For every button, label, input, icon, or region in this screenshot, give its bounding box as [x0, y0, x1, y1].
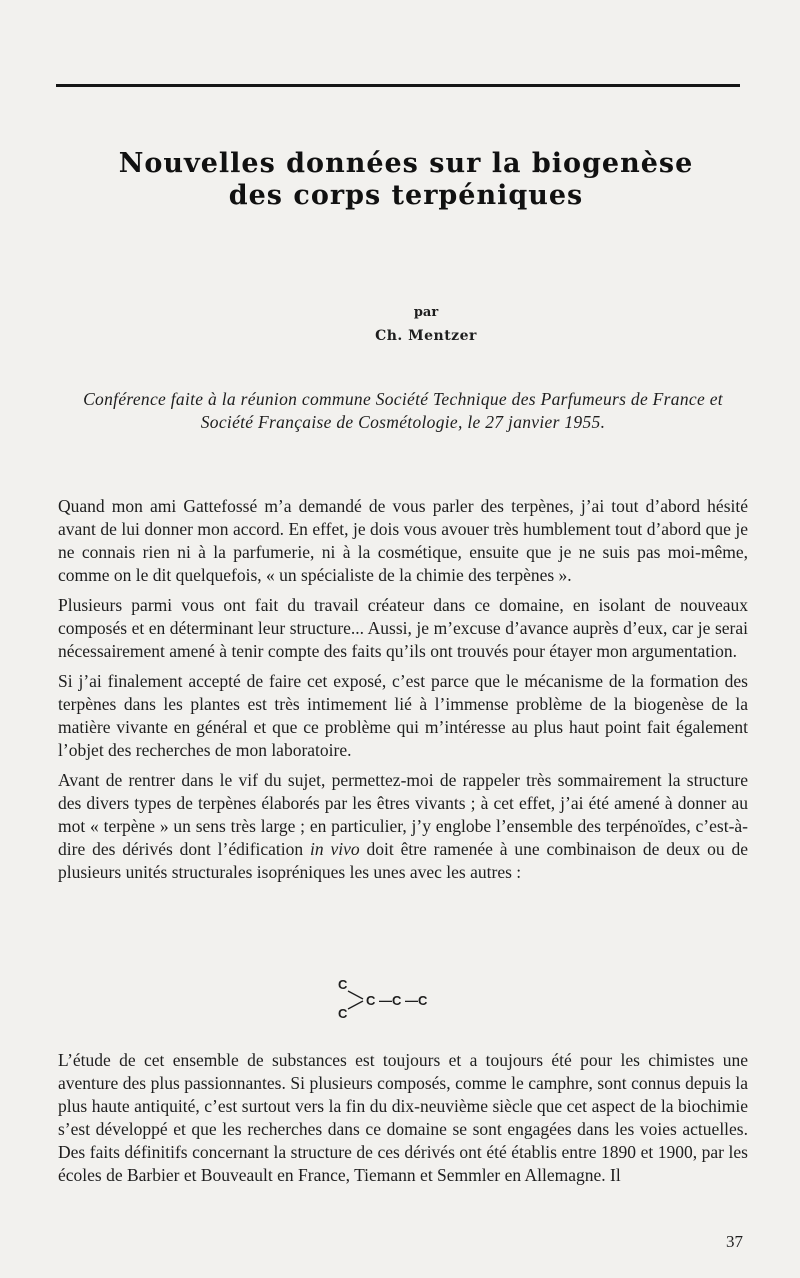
formula-bottom-carbon: C	[338, 1006, 348, 1021]
paragraph-2: Plusieurs parmi vous ont fait du travail créateur dans ce domaine, en isolant de nouveaux composés et en déterminant leur structure... Aussi, je m’excuse d’avance auprès d’eux, car je serai nécessairement amené à tenir compte des faits qu’ils ont trouvés pour étayer mon argumentation.	[58, 595, 748, 661]
title-line-1: Nouvelles données sur la biogenèse	[118, 148, 694, 179]
formula-chain: C —C —C	[366, 993, 428, 1008]
body-text-continued	[58, 1049, 748, 1187]
formula-top-carbon: C	[338, 977, 348, 992]
author-name: Ch. Mentzer	[375, 328, 477, 344]
article-title	[56, 148, 756, 212]
paragraph-4	[58, 769, 748, 884]
paragraph-5: L’étude de cet ensemble de substances est toujours et a toujours été pour les chimistes une aventure des plus passionnantes. Si plusieurs composés, comme le camphre, sont connus depuis la plus haute antiquité, c’est surtout vers la fin du dix-neuvième siècle que cet aspect de la biochimie s’est développé et que les recherches dans ce domaine se sont engagées dans les voies actuelles. Des faits définitifs concernant la structure de ces dérivés ont été établis entre 1890 et 1900, par les écoles de Barbier et Bouveault en France, Tiemann et Semmler en Allemagne. Il	[58, 1050, 748, 1185]
by-label: par	[413, 305, 439, 320]
conference-note: Conférence faite à la réunion commune Société Technique des Parfumeurs de France et Société Française de Cosmétologie, le 27 janvier 1955.	[83, 389, 723, 432]
paragraph-4-end: doit être ramenée à une combinaison de deux ou de plusieurs unités structurales isopréniques les unes avec les autres :	[58, 839, 748, 882]
page-number: 37	[726, 1232, 743, 1251]
title-line-2: des corps terpéniques	[228, 180, 584, 211]
top-rule	[56, 84, 740, 87]
isoprene-formula	[336, 975, 476, 1025]
body-text	[58, 495, 748, 891]
paragraph-4-italic: in vivo	[310, 839, 360, 859]
paragraph-1: Quand mon ami Gattefossé m’a demandé de vous parler des terpènes, j’ai tout d’abord hésité avant de lui donner mon accord. En effet, je dois vous avouer très humblement tout d’abord que je ne connais rien ni à la parfumerie, ni à la cosmétique, ensuite que je ne suis pas moi-même, comme on le dit quelquefois, « un spécialiste de la chimie des terpènes ».	[58, 496, 748, 585]
paragraph-4-start: Avant de rentrer dans le vif du sujet, permettez-moi de rappeler très sommairement la structure des divers types de terpènes élaborés par les êtres vivants ; à cet effet, j’ai été amené à donner au mot « terpène » un sens très large ; en particulier, j’y englobe l’ensemble des terpénoïdes, c’est-à-dire des dérivés dont l’édification	[58, 770, 748, 859]
paragraph-3: Si j’ai finalement accepté de faire cet exposé, c’est parce que le mécanisme de la formation des terpènes dans les plantes est très intimement lié à l’immense problème de la biogenèse de la matière vivante en général et que ce problème qui m’intéresse au plus haut point fait également l’objet des recherches de mon laboratoire.	[58, 671, 748, 760]
